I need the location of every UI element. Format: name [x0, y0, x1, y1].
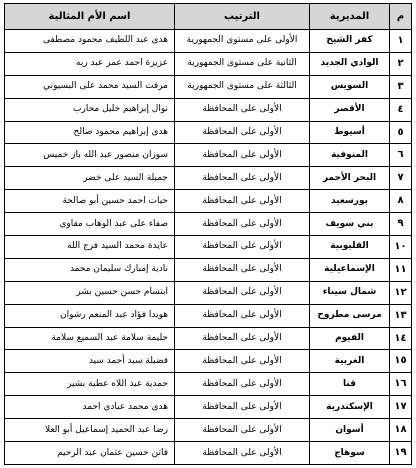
row-number: ١٧	[390, 396, 412, 419]
row-rank: الأولى على المحافظة	[175, 350, 310, 373]
table-row	[5, 258, 412, 281]
row-number: ١٣	[390, 304, 412, 327]
row-mother-name: نوال إبراهيم خليل محارب	[5, 98, 175, 121]
row-mother-name: نادية إمبارك سليمان محمد	[5, 258, 175, 281]
table-row	[5, 373, 412, 396]
row-mother-name: فضيلة سيد أحمد سيد	[5, 350, 175, 373]
header-directorate: المديرية	[310, 4, 390, 30]
row-rank: الأولى على المحافظة	[175, 213, 310, 236]
row-rank: الأولى على المحافظة	[175, 373, 310, 396]
document-sheet	[4, 3, 411, 465]
row-directorate: أسيوط	[310, 121, 390, 144]
row-directorate: المنوفية	[310, 144, 390, 167]
row-number: ١٢	[390, 281, 412, 304]
table-header	[5, 4, 412, 30]
row-mother-name: هويدا فؤاد عبد المنعم رشوان	[5, 304, 175, 327]
row-number: ١٩	[390, 442, 412, 465]
table-row	[5, 419, 412, 442]
table-row	[5, 30, 412, 53]
table-row	[5, 190, 412, 213]
row-mother-name: صفاء على عبد الوهاب مقاوي	[5, 213, 175, 236]
table-row	[5, 350, 412, 373]
table-body	[5, 30, 412, 465]
row-rank: الأولى على المحافظة	[175, 190, 310, 213]
row-number: ٨	[390, 190, 412, 213]
row-rank: الأولى على المحافظة	[175, 327, 310, 350]
row-mother-name: هدى عبد اللطيف محمود مصطفى	[5, 30, 175, 53]
table-row	[5, 75, 412, 98]
row-directorate: الأقصر	[310, 98, 390, 121]
header-number: م	[390, 4, 412, 30]
row-number: ١٠	[390, 236, 412, 259]
row-directorate: الغربية	[310, 350, 390, 373]
row-directorate: الإسماعيلية	[310, 258, 390, 281]
row-mother-name: جميلة السيد على خضر	[5, 167, 175, 190]
row-mother-name: سوزان منصور عبد الله باز خميس	[5, 144, 175, 167]
table-row	[5, 98, 412, 121]
row-mother-name: حيات احمد حسين أبو صالحة	[5, 190, 175, 213]
row-directorate: شمال سيناء	[310, 281, 390, 304]
row-rank: الأولى على المحافظة	[175, 258, 310, 281]
row-rank: الأولى على المحافظة	[175, 442, 310, 465]
row-rank: الأولى على المحافظة	[175, 144, 310, 167]
row-rank: الثانية على مستوى الجمهورية	[175, 52, 310, 75]
row-rank: الأولى على المحافظة	[175, 167, 310, 190]
table-row	[5, 52, 412, 75]
ideal-mothers-table	[4, 3, 412, 465]
row-mother-name: ابتسام حسن حسين بشر	[5, 281, 175, 304]
row-mother-name: مرفت السيد محمد على البسيوني	[5, 75, 175, 98]
row-rank: الأولى على المحافظة	[175, 419, 310, 442]
row-directorate: القليوبية	[310, 236, 390, 259]
row-number: ٩	[390, 213, 412, 236]
table-row	[5, 121, 412, 144]
row-rank: الأولى على المحافظة	[175, 396, 310, 419]
row-mother-name: عزيزة احمد عمر عبد ربه	[5, 52, 175, 75]
table-row	[5, 442, 412, 465]
row-directorate: أسوان	[310, 419, 390, 442]
header-mother-name: اسم الأم المثالية	[5, 4, 175, 30]
row-mother-name: عايدة محمد السيد فرج الله	[5, 236, 175, 259]
row-directorate: بني سويف	[310, 213, 390, 236]
header-rank: الترتيب	[175, 4, 310, 30]
row-mother-name: فاتن حسين عثمان عبد الرحيم	[5, 442, 175, 465]
row-number: ٣	[390, 75, 412, 98]
row-directorate: الفيوم	[310, 327, 390, 350]
row-directorate: مرسى مطروح	[310, 304, 390, 327]
row-directorate: الوادي الجديد	[310, 52, 390, 75]
table-row	[5, 304, 412, 327]
row-number: ٦	[390, 144, 412, 167]
table-row	[5, 144, 412, 167]
table-row	[5, 236, 412, 259]
row-number: ٢	[390, 52, 412, 75]
row-number: ١٤	[390, 327, 412, 350]
row-number: ١	[390, 30, 412, 53]
row-rank: الأولى على المحافظة	[175, 304, 310, 327]
table-row	[5, 213, 412, 236]
row-mother-name: رضا عبد الحميد إسماعيل أبو العلا	[5, 419, 175, 442]
row-number: ٥	[390, 121, 412, 144]
row-directorate: البحر الأحمر	[310, 167, 390, 190]
row-rank: الأولى على المحافظة	[175, 121, 310, 144]
row-directorate: السويس	[310, 75, 390, 98]
row-mother-name: هدى إبراهيم محمود صالح	[5, 121, 175, 144]
row-number: ١٥	[390, 350, 412, 373]
row-directorate: قنا	[310, 373, 390, 396]
row-directorate: بورسعيد	[310, 190, 390, 213]
table-row	[5, 167, 412, 190]
row-mother-name: حمدية عبد اللاه عطية بشير	[5, 373, 175, 396]
row-number: ١٨	[390, 419, 412, 442]
row-mother-name: حليمة سلامة عبد السميع سلامة	[5, 327, 175, 350]
table-row	[5, 281, 412, 304]
row-mother-name: هدى محمد عبادي احمد	[5, 396, 175, 419]
row-rank: الثالثة على مستوى الجمهورية	[175, 75, 310, 98]
header-row	[5, 4, 412, 30]
row-number: ٤	[390, 98, 412, 121]
row-number: ١٦	[390, 373, 412, 396]
row-number: ٧	[390, 167, 412, 190]
row-rank: الأولى على المحافظة	[175, 98, 310, 121]
row-directorate: الإسكندرية	[310, 396, 390, 419]
row-rank: الأولى على المحافظة	[175, 236, 310, 259]
row-directorate: سوهاج	[310, 442, 390, 465]
row-number: ١١	[390, 258, 412, 281]
row-directorate: كفر الشيخ	[310, 30, 390, 53]
table-row	[5, 396, 412, 419]
row-rank: الأولى على المحافظة	[175, 281, 310, 304]
table-row	[5, 327, 412, 350]
row-rank: الأولى على مستوى الجمهورية	[175, 30, 310, 53]
